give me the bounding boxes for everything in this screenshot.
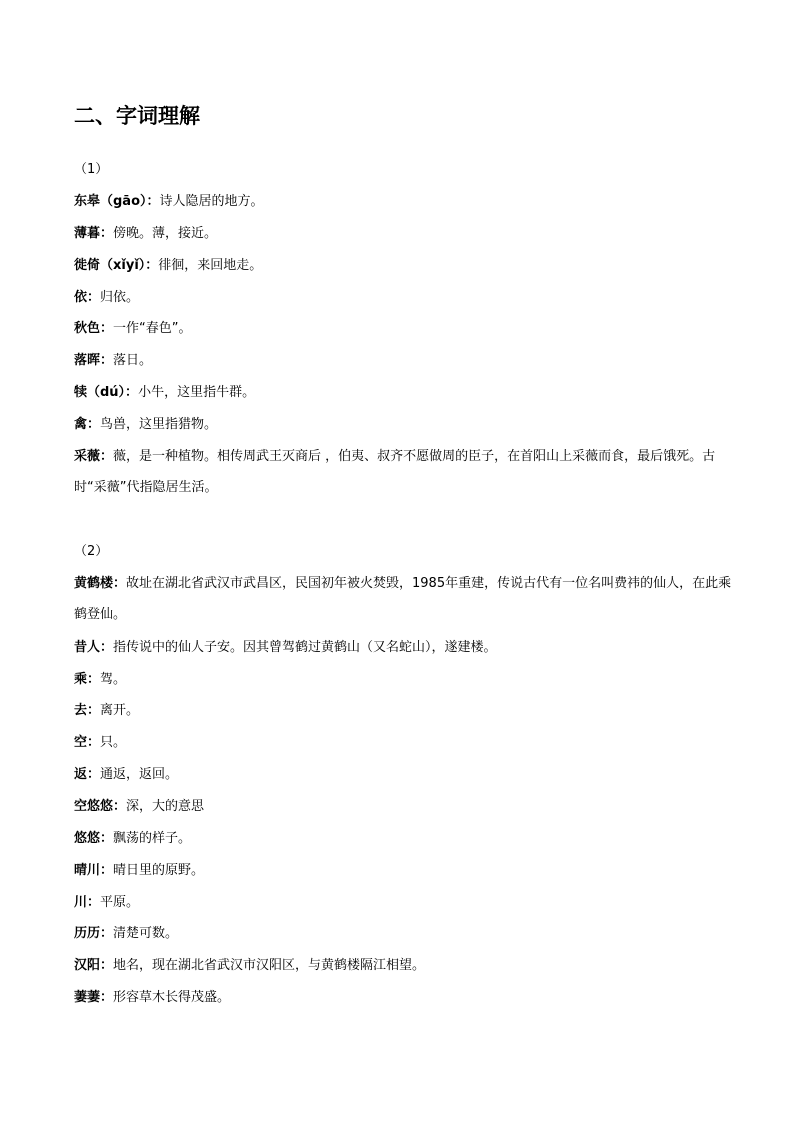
entry-term: 犊（dú）：: [74, 385, 139, 400]
entry-term: 黄鹤楼：: [74, 576, 127, 591]
glossary-entry: [74, 632, 734, 663]
section-title: 二、字词理解: [74, 104, 200, 128]
glossary-entry: [74, 186, 734, 217]
glossary-entry: [74, 887, 734, 918]
glossary-entry: [74, 823, 734, 854]
glossary-entry: [74, 345, 734, 376]
glossary-entry: [74, 250, 734, 281]
glossary-entry: [74, 313, 734, 344]
glossary-entry: [74, 982, 734, 1013]
section-1-label: （1）: [74, 162, 109, 177]
glossary-entry: [74, 918, 734, 949]
entry-definition: 归依。: [100, 290, 140, 305]
entry-term: 悠悠：: [74, 831, 114, 846]
entry-term: 返：: [74, 767, 101, 782]
entry-definition: 诗人隐居的地方。: [159, 194, 264, 209]
glossary-entry: [74, 218, 734, 249]
entry-term: 昔人：: [74, 640, 114, 655]
glossary-entry: [74, 855, 734, 886]
section-2-label: （2）: [74, 544, 109, 559]
entry-definition: 落日。: [113, 353, 153, 368]
glossary-entry: [74, 759, 734, 790]
entry-definition: 清楚可数。: [113, 926, 179, 941]
entry-definition: 薇，是一种植物。相传周武王灭商后 ，伯夷、叔齐不愿做周的臣子，在首阳山上采薇而食，最后饿死。古时“采薇”代指隐居生活。: [74, 449, 716, 495]
entry-definition: 徘徊，来回地走。: [158, 258, 263, 273]
entry-definition: 一作“春色”。: [113, 321, 192, 336]
entry-term: 去：: [74, 703, 101, 718]
entry-definition: 飘荡的样子。: [113, 831, 192, 846]
entry-term: 徙倚（xǐyǐ）：: [74, 258, 159, 273]
entry-term: 空悠悠：: [74, 799, 127, 814]
entry-term: 晴川：: [74, 863, 114, 878]
entry-term: 历历：: [74, 926, 114, 941]
entry-definition: 小牛，这里指牛群。: [138, 385, 256, 400]
entry-term: 空：: [74, 735, 101, 750]
entry-term: 秋色：: [74, 321, 114, 336]
entry-definition: 平原。: [100, 895, 140, 910]
glossary-entry: [74, 950, 734, 981]
entry-term: 东皋（gāo）：: [74, 194, 160, 209]
entry-definition: 晴日里的原野。: [113, 863, 205, 878]
entry-definition: 通返，返回。: [100, 767, 179, 782]
glossary-entry: [74, 695, 734, 726]
entry-definition: 离开。: [100, 703, 140, 718]
entry-definition: 形容草木长得茂盛。: [113, 990, 231, 1005]
glossary-entry: [74, 282, 734, 313]
entry-term: 采薇：: [74, 449, 114, 464]
glossary-entry: [74, 568, 734, 630]
entry-term: 川：: [74, 895, 101, 910]
entry-term: 薄暮：: [74, 226, 114, 241]
entry-term: 萋萋：: [74, 990, 114, 1005]
glossary-entry: [74, 441, 734, 503]
entry-term: 汉阳：: [74, 958, 114, 973]
entry-definition: 地名，现在湖北省武汉市汉阳区，与黄鹤楼隔江相望。: [113, 958, 426, 973]
glossary-entry: [74, 727, 734, 758]
entry-term: 依：: [74, 290, 101, 305]
entry-definition: 故址在湖北省武汉市武昌区，民国初年被火焚毁，1985年重建，传说古代有一位名叫费祎的仙人，在此乘鹤登仙。: [74, 576, 732, 622]
entry-definition: 驾。: [100, 672, 127, 687]
glossary-entry: [74, 664, 734, 695]
entry-definition: 鸟兽，这里指猎物。: [100, 417, 218, 432]
entry-term: 乘：: [74, 672, 101, 687]
glossary-entry: [74, 377, 734, 408]
glossary-entry: [74, 791, 734, 822]
entry-definition: 深，大的意思: [126, 799, 205, 814]
entry-definition: 傍晚。薄，接近。: [113, 226, 218, 241]
entry-definition: 只。: [100, 735, 127, 750]
entry-definition: 指传说中的仙人子安。因其曾驾鹤过黄鹤山（又名蛇山），遂建楼。: [113, 640, 497, 655]
entry-term: 禽：: [74, 417, 101, 432]
glossary-entry: [74, 409, 734, 440]
entry-term: 落晖：: [74, 353, 114, 368]
